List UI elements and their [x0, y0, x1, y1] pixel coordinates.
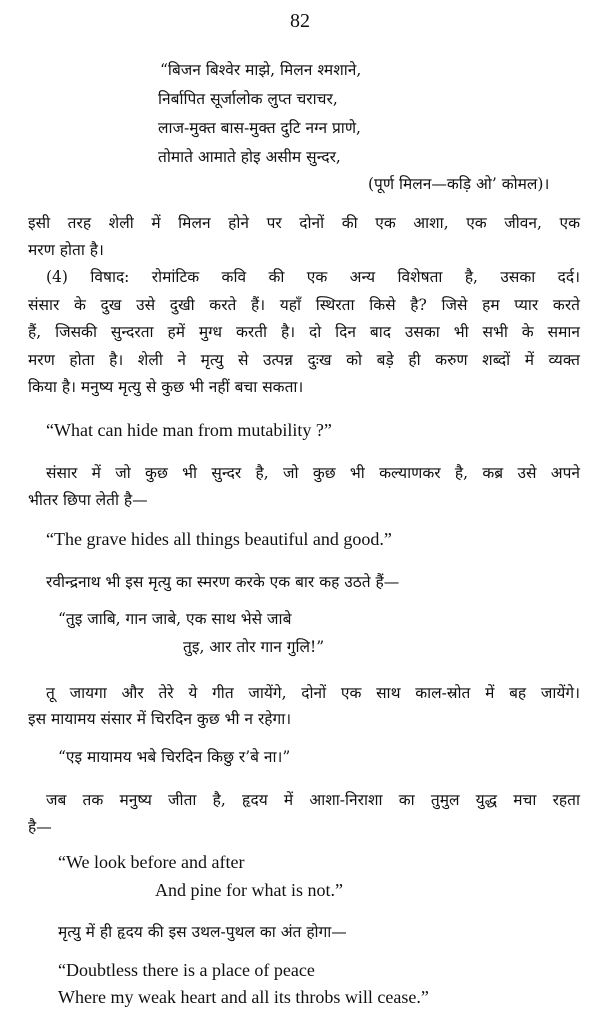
quote3-line1: “We look before and after — [58, 852, 245, 872]
quote1: “What can hide man from mutability ?” — [46, 420, 332, 440]
para7: मृत्यु में ही हृदय की इस उथल-पुथल का अंत होगा— — [58, 923, 347, 941]
poem2-line1: “तुइ जाबि, गान जाबे, एक साथ भेसे जाबे — [58, 610, 292, 628]
quote4-line1: “Doubtless there is a place of peace — [58, 960, 315, 980]
quote2: “The grave hides all things beautiful and good.” — [46, 529, 392, 549]
para2-line4: मरण होता है। शेली ने मृत्यु से उत्पन्न दुःख को बड़े ही करुण शब्दों में व्यक्त — [28, 351, 580, 369]
para2-line2: संसार के दुख उसे दुखी करते हैं। यहाँ स्थिरता किसे है? जिसे हम प्यार करते — [28, 296, 580, 314]
poem1-line3: लाज-मुक्त बास-मुक्त दुटि नग्न प्राणे, — [158, 119, 361, 137]
poem2-line2: तुइ, आर तोर गान गुलि!” — [183, 638, 325, 656]
quote4-line2: Where my weak heart and all its throbs will cease.” — [58, 987, 429, 1007]
poem3: “एइ मायामय भबे चिरदिन किछु र’बे ना।” — [58, 748, 291, 766]
para6-line2: है— — [28, 818, 52, 836]
page-number: 82 — [290, 10, 310, 32]
para2-line3: हैं, जिसकी सुन्दरता हमें मुग्ध करती है। दो दिन बाद उसका भी सभी के समान — [28, 323, 580, 341]
para4: रवीन्द्रनाथ भी इस मृत्यु का स्मरण करके एक बार कह उठते हैं— — [46, 573, 400, 591]
para2-line5: किया है। मनुष्य मृत्यु से कुछ भी नहीं बचा सकता। — [28, 378, 304, 396]
poem1-citation: (पूर्ण मिलन—कड़ि ओ’ कोमल)। — [368, 175, 550, 193]
para1-line1: इसी तरह शेली में मिलन होने पर दोनों की एक आशा, एक जीवन, एक — [28, 214, 580, 232]
para5-line1: तू जायगा और तेरे ये गीत जायेंगे, दोनों एक साथ काल-स्रोत में बह जायेंगे। — [46, 684, 580, 702]
para6-line1: जब तक मनुष्य जीता है, हृदय में आशा-निराशा का तुमुल युद्ध मचा रहता — [46, 791, 580, 809]
poem1-line2: निर्बापित सूर्जालोक लुप्त चराचर, — [158, 90, 338, 108]
quote3-line2: And pine for what is not.” — [155, 880, 343, 900]
para1-line2: मरण होता है। — [28, 241, 104, 259]
para2-line1: (4) विषाद: रोमांटिक कवि की एक अन्य विशेषता है, उसका दर्द। — [46, 268, 580, 286]
poem1-line4: तोमाते आमाते होइ असीम सुन्दर, — [158, 148, 341, 166]
para5-line2: इस मायामय संसार में चिरदिन कुछ भी न रहेगा। — [28, 710, 292, 728]
poem1-line1: “बिजन बिश्वेर माझे, मिलन श्मशाने, — [160, 61, 362, 79]
para3-line2: भीतर छिपा लेती है— — [28, 491, 148, 509]
para3-line1: संसार में जो कुछ भी सुन्दर है, जो कुछ भी कल्याणकर है, कब्र उसे अपने — [46, 464, 580, 482]
